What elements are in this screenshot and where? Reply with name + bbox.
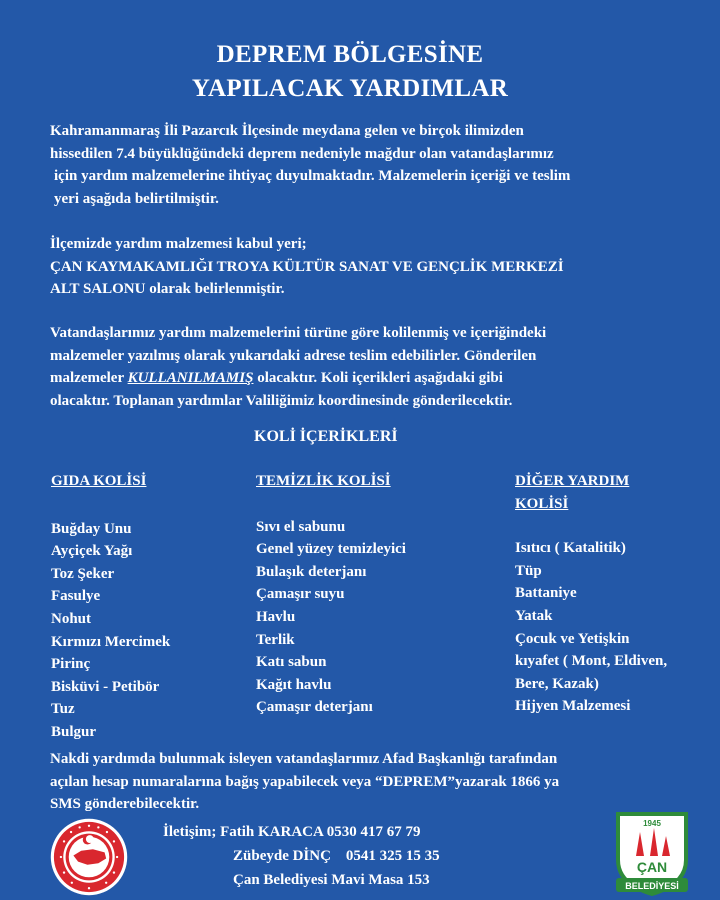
list-item: Bisküvi - Petibör (51, 678, 160, 695)
instructions-text: olacaktır. Koli içerikleri aşağıdaki gibi (253, 370, 503, 387)
intro-line: hissedilen 7.4 büyüklüğündeki deprem nedeniyle mağdur olan vatandaşlarımız (50, 145, 554, 162)
intro-line: için yardım malzemelerine ihtiyaç duyulmaktadır. Malzemelerin içeriği ve teslim (54, 168, 571, 185)
list-item: Çamaşır deterjanı (256, 699, 373, 716)
instructions-line: malzemeler yazılmış olarak yukarıdaki adrese teslim edebilirler. Gönderilen (50, 347, 537, 364)
list-item: Bere, Kazak) (515, 675, 599, 692)
unused-emphasis: KULLANILMAMIŞ (127, 370, 254, 387)
location-paragraph (50, 233, 690, 301)
intro-line: Kahramanmaraş İli Pazarcık İlçesinde meydana gelen ve birçok ilimizden (50, 123, 524, 139)
logo-name-2: BELEDİYESİ (625, 881, 679, 891)
list-item: Sıvı el sabunu (256, 518, 346, 535)
list-item: Bulaşık deterjanı (256, 563, 367, 580)
list-item: Tuz (51, 701, 75, 718)
contact-line: İletişim; Fatih KARACA 0530 417 67 79 (163, 824, 421, 840)
instructions-paragraph (50, 322, 690, 412)
gida-column (51, 470, 170, 744)
list-item: Genel yüzey temizleyici (256, 541, 406, 558)
location-line: İlçemizde yardım malzemesi kabul yeri; (50, 236, 307, 252)
diger-heading-2: KOLİSİ (515, 495, 569, 512)
page-title (0, 38, 700, 106)
list-item: Çamaşır suyu (256, 586, 345, 603)
temizlik-list (256, 516, 406, 719)
can-belediyesi-logo (612, 810, 692, 896)
gida-heading: GIDA KOLİSİ (51, 473, 147, 489)
koli-title: KOLİ İÇERİKLERİ (254, 428, 398, 445)
list-item: Tüp (515, 562, 542, 579)
list-item: Yatak (515, 607, 553, 624)
title-line-2: YAPILACAK YARDIMLAR (191, 75, 509, 102)
list-item: Katı sabun (256, 654, 327, 671)
instructions-line: olacaktır. Toplanan yardımlar Valiliğimiz koordinesinde gönderilecektir. (50, 392, 513, 409)
list-item: Hijyen Malzemesi (515, 698, 631, 715)
list-item: kıyafet ( Mont, Eldiven, (515, 653, 668, 670)
location-line: ALT SALONU olarak belirlenmiştir. (50, 281, 285, 298)
list-item: Fasulye (51, 588, 101, 605)
instructions-text: malzemeler (50, 370, 128, 387)
list-item: Çocuk ve Yetişkin (515, 630, 630, 647)
list-item: Bulgur (51, 723, 97, 740)
list-item: Kağıt havlu (256, 676, 332, 693)
list-item: Terlik (256, 631, 295, 648)
contact-line: Zübeyde DİNÇ 0541 325 15 35 (233, 848, 440, 864)
list-item: Ayçiçek Yağı (51, 543, 133, 560)
list-item: Havlu (256, 608, 296, 625)
logo-name-1: ÇAN (636, 859, 668, 875)
list-item: Toz Şeker (51, 565, 115, 582)
title-line-1: DEPREM BÖLGESİNE (216, 41, 484, 68)
donation-line: SMS gönderebilecektir. (50, 796, 200, 813)
diger-column (515, 470, 667, 718)
kaymakamlik-seal-logo (50, 818, 128, 896)
list-item: Isıtıcı ( Katalitik) (515, 540, 626, 557)
diger-heading: DİĞER YARDIM (515, 473, 630, 489)
instructions-line (50, 367, 690, 390)
list-item: Pirinç (51, 656, 91, 673)
logo-year: 1945 (643, 819, 661, 828)
instructions-line: Vatandaşlarımız yardım malzemelerini türüne göre kolilenmiş ve içeriğindeki (50, 325, 547, 341)
contact-block (163, 820, 440, 892)
list-item: Nohut (51, 610, 92, 627)
contact-line: Çan Belediyesi Mavi Masa 153 (233, 872, 430, 888)
donation-line: açılan hesap numaralarına bağış yapabilecek veya “DEPREM”yazarak 1866 ya (50, 773, 560, 790)
gida-list (51, 518, 170, 744)
donation-line: Nakdi yardımda bulunmak isleyen vatandaşlarımız Afad Başkanlığı tarafından (50, 751, 558, 767)
intro-paragraph (50, 120, 690, 210)
temizlik-column (256, 470, 406, 719)
list-item: Buğday Unu (51, 520, 132, 537)
intro-line: yeri aşağıda belirtilmiştir. (54, 190, 219, 207)
list-item: Kırmızı Mercimek (51, 633, 171, 650)
list-item: Battaniye (515, 585, 577, 602)
donation-paragraph (50, 748, 690, 816)
diger-list (515, 537, 667, 718)
temizlik-heading: TEMİZLİK KOLİSİ (256, 473, 391, 489)
location-line: ÇAN KAYMAKAMLIĞI TROYA KÜLTÜR SANAT VE GENÇLİK MERKEZİ (50, 258, 564, 275)
